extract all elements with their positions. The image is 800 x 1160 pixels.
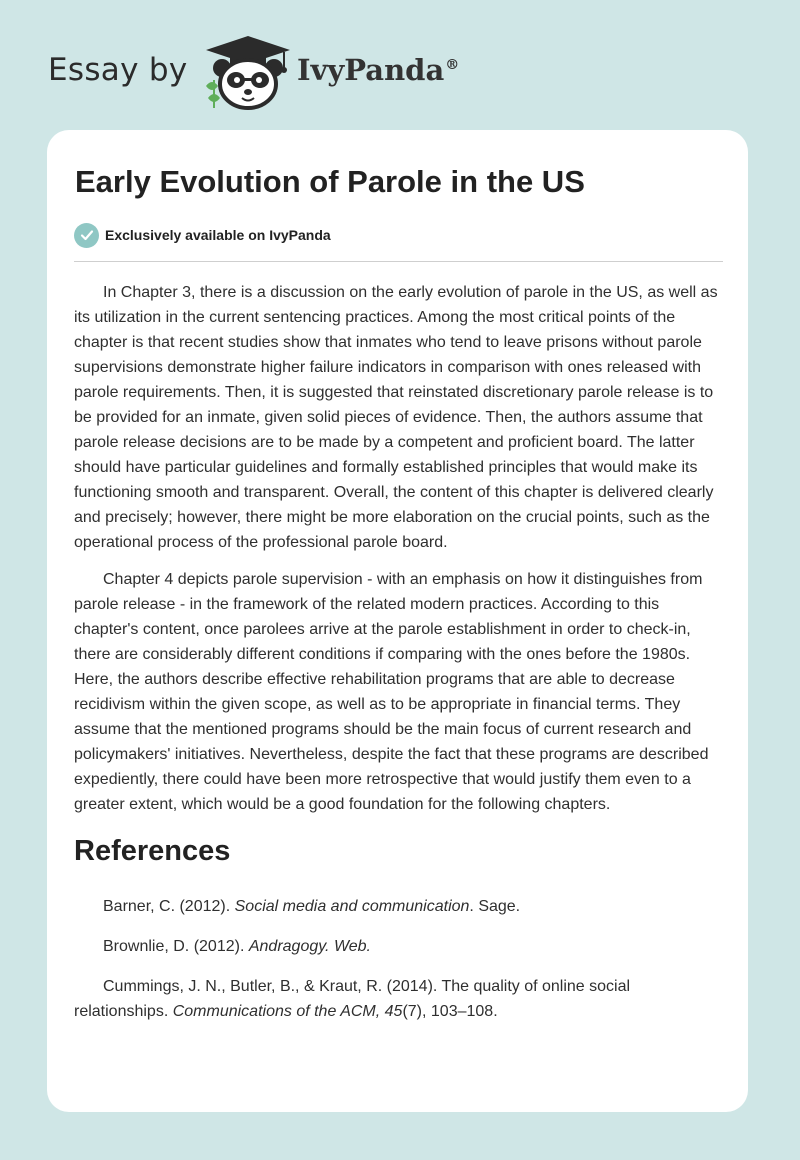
paragraph: In Chapter 3, there is a discussion on the early evolution of parole in the US, as well as its utilization in the current sentencing practices. Among the most critical points of the chapter is that recent studies show that inmates who tend to leave prisons without parole supervisions demonstrate higher failure indicators in comparison with ones released with parole requirements. Then, it is suggested that reinstated discretionary parole release is to be provided for an inmate, given solid pieces of evidence. Then, the authors assume that parole release decisions are to be made by a competent and proficient board. The latter should have particular guidelines and formally established principles that would make its functioning smooth and transparent. Overall, the content of this chapter is delivered clearly and precisely; however, there might be more elaboration on the crucial points, such as the operational process of the professional parole board.: [74, 284, 718, 551]
essay-card: [47, 130, 748, 1112]
divider: [74, 261, 723, 262]
page-title: Early Evolution of Parole in the US: [75, 164, 585, 199]
essay-body: [74, 280, 724, 1039]
panda-logo-icon[interactable]: [200, 34, 296, 110]
badge-text: Exclusively available on IvyPanda: [105, 227, 331, 243]
exclusive-badge: [74, 222, 331, 248]
paragraph: Chapter 4 depicts parole supervision - with an emphasis on how it distinguishes from parole release - in the framework of the related modern practices. According to this chapter's content, once parolees arrive at the parole establishment in order to check-in, there are considerably different conditions if comparing with the ones before the 1980s. Here, the authors describe effective rehabilitation programs that are able to decrease recidivism within the given scope, as well as to be appropriate in financial terms. They assume that the mentioned programs should be the main focus of current research and policymakers' initiatives. Nevertheless, despite the fact that these programs are described expediently, there could have been more retrospective that would justify them even to a greater extent, which would be a good foundation for the following chapters.: [74, 571, 709, 813]
site-header: [0, 0, 800, 120]
references-heading: References: [74, 835, 231, 867]
reference-item: Cummings, J. N., Butler, B., & Kraut, R. (2014). The quality of online social relationships. Communications of the ACM, 45(7), 103–108.: [74, 978, 631, 1020]
brand-prefix: Essay by: [48, 52, 188, 88]
registered-mark: ®: [445, 57, 460, 74]
reference-item: Barner, C. (2012). Social media and communication. Sage.: [103, 898, 521, 915]
reference-item: Brownlie, D. (2012). Andragogy. Web.: [103, 938, 371, 955]
check-icon: [74, 223, 99, 248]
brand-name[interactable]: IvyPanda®: [297, 53, 460, 87]
